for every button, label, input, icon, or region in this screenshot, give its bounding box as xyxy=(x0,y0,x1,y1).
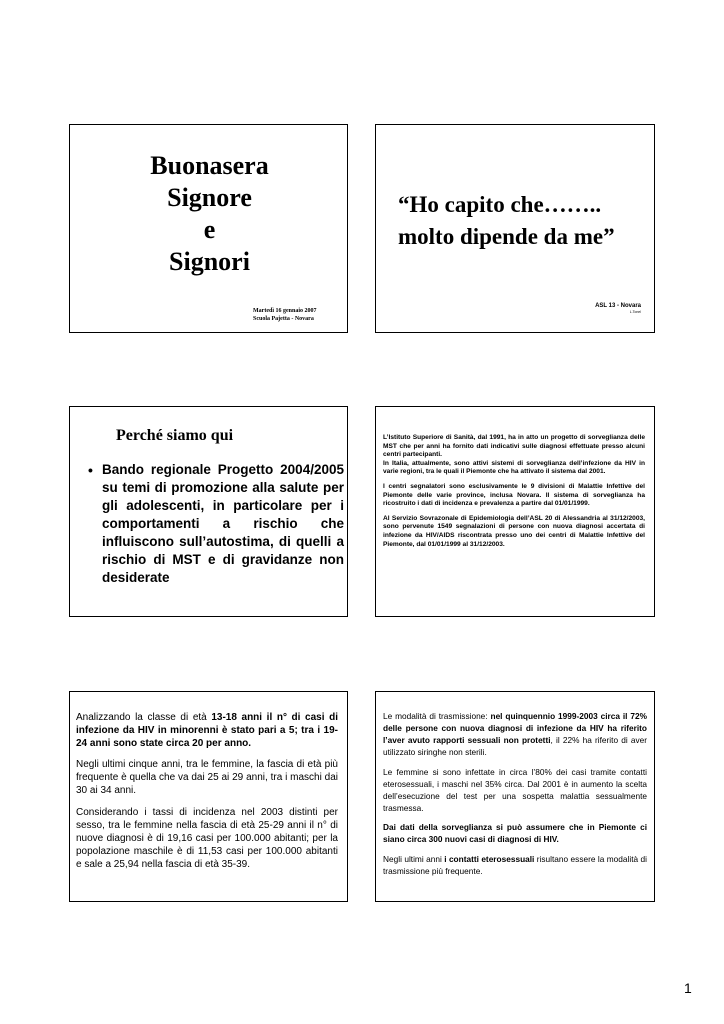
slide-quote xyxy=(375,124,655,333)
paragraph xyxy=(76,711,338,750)
paragraph xyxy=(383,710,647,758)
paragraph: Negli ultimi cinque anni, tra le femmine, la fascia di età più frequente è quella che va dai 25 ai 29 anni, tra i maschi dai 30 ai 34 anni. xyxy=(76,759,338,797)
paragraph: Al Servizio Sovrazonale di Epidemiologia dell’ASL 20 di Alessandria al 31/12/2003, sono pervenute 1549 segnalazioni di persone con nuova diagnosi accertata di infezione da HIV/AIDS riscontrata presso uno dei centri di Malattie Infettive del Piemonte, dal 01/01/1999 al 31/12/2003. xyxy=(383,514,645,548)
bullet-icon: • xyxy=(88,462,93,478)
slide-meta xyxy=(253,307,317,323)
slide-age-analysis xyxy=(69,691,348,902)
author-name: L.Tonel xyxy=(629,310,641,314)
paragraph xyxy=(383,434,645,477)
paragraph-bold-text: i contatti eterosessuali xyxy=(444,853,535,864)
slide-title: Perché siamo qui xyxy=(116,427,234,444)
paragraph-text: In Italia, attualmente, sono attivi sistemi di sorveglianza dell’infezione da HIV in varie regioni, tra le quali il Piemonte che ha attivato il sistema dal 2001. xyxy=(383,459,645,476)
paragraph-bold-text: nel quinquennio 1999-2003 circa il 72% delle persone con nuova diagnosi di infezione da HIV ha riferito l’aver avuto rapporti sessuali non protetti xyxy=(383,711,647,745)
title-line: e xyxy=(203,215,216,244)
slide-title xyxy=(70,150,348,278)
place-text: Scuola Pajetta - Novara xyxy=(253,316,314,322)
title-line: Buonasera xyxy=(150,151,269,180)
bullet-text: Bando regionale Progetto 2004/2005 su temi di promozione alla salute per gli adolescenti, in particolare per i comportamenti a rischio che influiscono sull’autostima, di quelli a rischio di MST e di gravidanze non desiderate xyxy=(102,462,344,585)
quote-text xyxy=(398,189,648,253)
date-text: Martedì 16 gennaio 2007 xyxy=(253,308,317,314)
paragraph: Considerando i tassi di incidenza nel 2003 distinti per sesso, tra le femmine nella fascia di età 25-29 anni il n° di nuove diagnosi è di 19,16 casi per 100.000 abitanti; per la popolazione maschile è di 11,53 casi per 100.000 abitanti e sale a 25,94 nella fascia di età 35-39. xyxy=(76,806,338,870)
paragraph: I centri segnalatori sono esclusivamente le 9 divisioni di Malattie Infettive del Piemonte delle varie province, inclusa Novara. Il sistema di sorveglianza ha ricostruito i dati di incidenza e prevalenza a partire dal 01/01/1999. xyxy=(383,482,645,508)
paragraph-text: , il 22% ha riferito di aver utilizzato siringhe non sterili. xyxy=(383,735,647,757)
paragraph-bold-text: Dai dati della sorveglianza si può assumere che in Piemonte ci siano circa 300 nuovi casi di diagnosi di HIV. xyxy=(383,822,647,844)
org-name: ASL 13 - Novara xyxy=(595,303,641,309)
slide-welcome xyxy=(69,124,348,333)
paragraph xyxy=(383,853,647,877)
page-number: 1 xyxy=(684,980,692,996)
paragraph: Le femmine si sono infettate in circa l’80% dei casi tramite contatti eterosessuali, i maschi nel 35% circa. Dal 2001 è in aumento la scelta dell’esecuzione del test per una sospetta malattia sessualmente trasmessa. xyxy=(383,766,647,813)
paragraph-text: Negli ultimi anni xyxy=(383,853,445,864)
slide-surveillance xyxy=(375,406,655,617)
quote-line: “Ho capito che…….. xyxy=(398,192,602,217)
title-line: Signore xyxy=(167,183,252,212)
slide-transmission xyxy=(375,691,655,902)
quote-line: molto dipende da me” xyxy=(398,224,615,249)
paragraph-text: Le modalità di trasmissione: xyxy=(383,711,491,721)
slide-body xyxy=(76,711,338,879)
title-line: Signori xyxy=(169,247,250,276)
paragraph-text: risultano essere la modalità di trasmissione più frequente. xyxy=(383,853,647,876)
bullet-item xyxy=(88,461,344,587)
paragraph-text: Analizzando la classe di età xyxy=(76,712,212,723)
slide-body xyxy=(383,710,647,884)
slide-why-here xyxy=(69,406,348,617)
slide-body xyxy=(383,434,645,555)
org-credit xyxy=(595,302,641,315)
paragraph xyxy=(383,821,647,845)
paragraph-bold-text: 13-18 anni il n° di casi di infezione da HIV in minorenni è stato pari a 5; tra i 19-24 anni sono state circa 20 per anno. xyxy=(76,712,338,750)
paragraph-text: L’Istituto Superiore di Sanità, dal 1991, ha in atto un progetto di sorveglianza delle MST che per anni ha fornito dati indicativi sulle diagnosi effettuate presso alcuni centri partecipanti. xyxy=(383,434,645,459)
